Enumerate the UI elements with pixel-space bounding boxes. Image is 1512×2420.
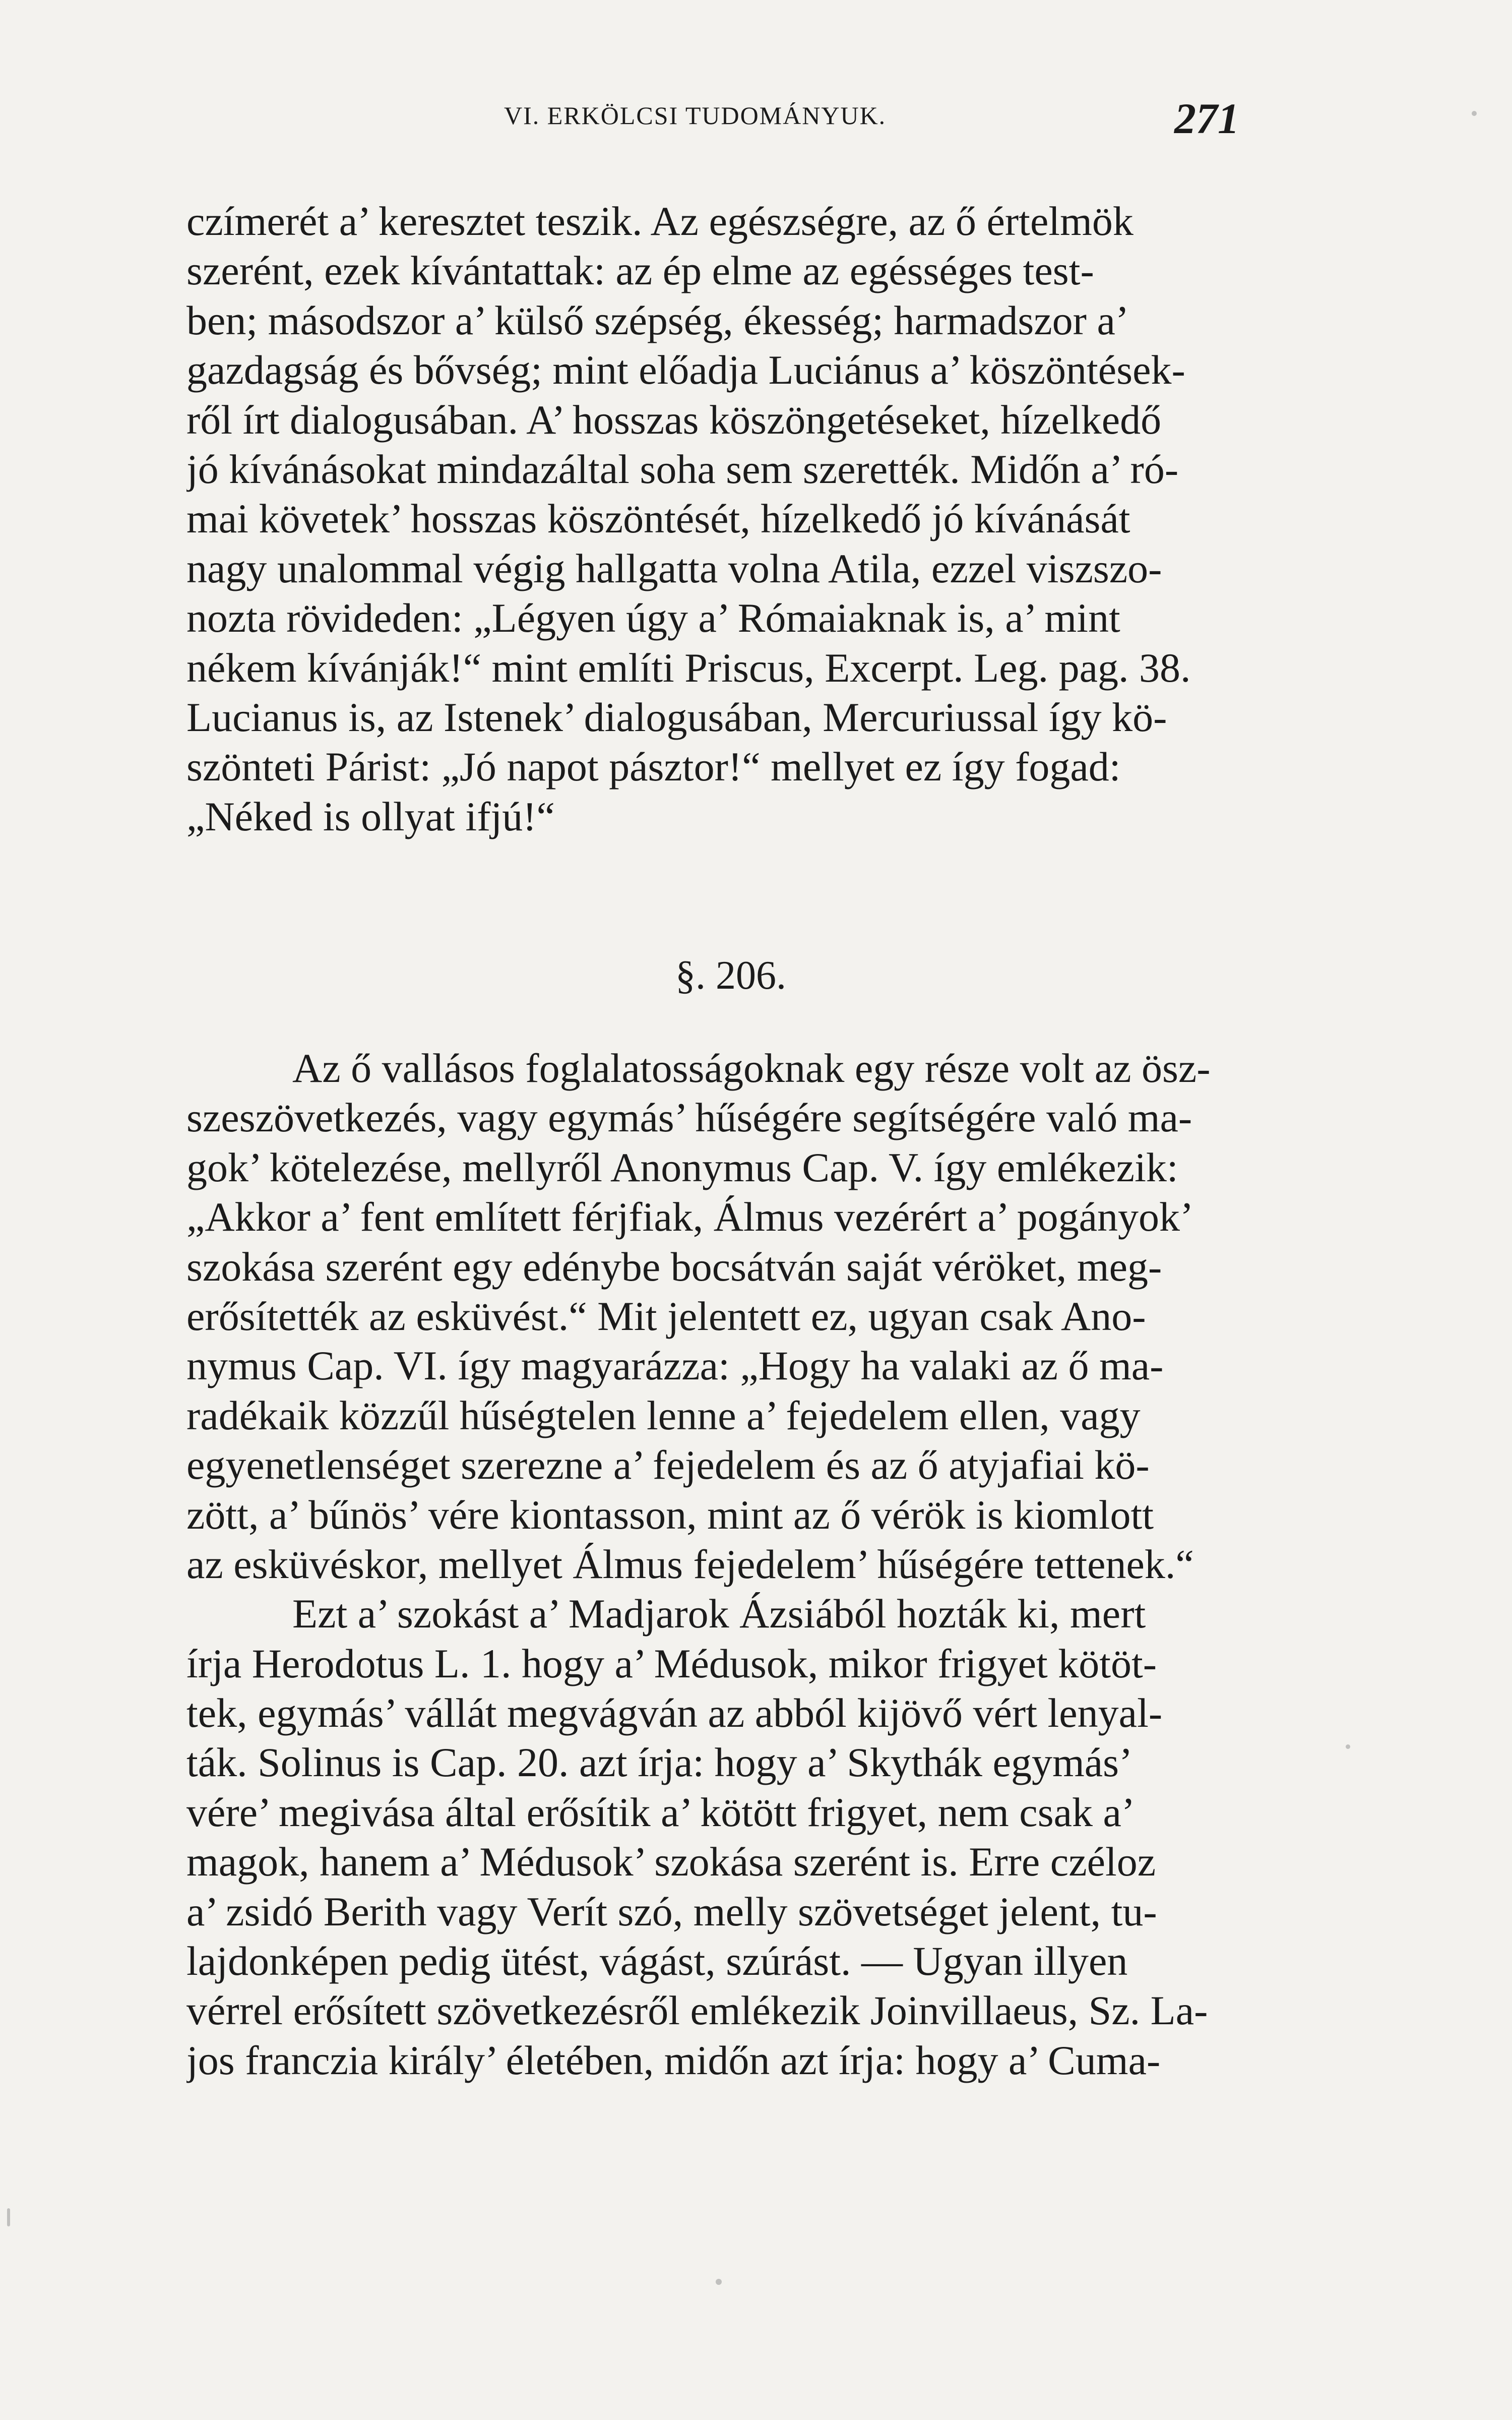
ink-spot xyxy=(716,2279,722,2285)
text-line: „Akkor a’ fent említett férjfiak, Álmus vezérért a’ pogányok’ xyxy=(186,1194,1194,1240)
text-line: mai követek’ hosszas köszöntését, hízelkedő jó kívánását xyxy=(186,496,1130,542)
text-line: gok’ kötelezése, mellyről Anonymus Cap. V. így emlékezik: xyxy=(186,1144,1178,1190)
text-line: ről írt dialogusában. A’ hosszas köszöngetéseket, hízelkedő xyxy=(186,396,1162,443)
text-line: jó kívánásokat mindazáltal soha sem szerették. Midőn a’ ró- xyxy=(186,446,1179,492)
ink-spot xyxy=(7,2208,10,2226)
running-head: VI. ERKÖLCSI TUDOMÁNYUK. xyxy=(504,101,887,130)
text-line: magok, hanem a’ Médusok’ szokása szerént is. Erre czéloz xyxy=(186,1839,1156,1885)
section-number: §. 206. xyxy=(675,953,786,998)
text-line: „Néked is ollyat ifjú!“ xyxy=(186,793,555,839)
text-line: Az ő vallásos foglalatosságoknak egy része volt az ösz- xyxy=(292,1045,1211,1091)
text-line: Ezt a’ szokást a’ Madjarok Ázsiából hozták ki, mert xyxy=(292,1591,1146,1637)
text-line: Lucianus is, az Istenek’ dialogusában, Mercuriussal így kö- xyxy=(186,694,1167,740)
text-line: nymus Cap. VI. így magyarázza: „Hogy ha valaki az ő ma- xyxy=(186,1343,1164,1389)
text-line: nozta rövideden: „Légyen úgy a’ Rómaiaknak is, a’ mint xyxy=(186,595,1120,641)
text-line: egyenetlenséget szerezne a’ fejedelem és az ő atyjafiai kö- xyxy=(186,1442,1150,1488)
text-line: tek, egymás’ vállát megvágván az abból kijövő vért lenyal- xyxy=(186,1690,1163,1736)
text-line: írja Herodotus L. 1. hogy a’ Médusok, mikor frigyet kötöt- xyxy=(186,1640,1157,1686)
text-block-bottom xyxy=(186,1044,1315,2085)
text-line: vérrel erősített szövetkezésről emlékezik Joinvillaeus, Sz. La- xyxy=(186,1987,1208,2034)
text-line: nagy unalommal végig hallgatta volna Atila, ezzel viszszo- xyxy=(186,545,1162,591)
text-block-top xyxy=(186,197,1315,841)
text-line: lajdonképen pedig ütést, vágást, szúrást. — Ugyan illyen xyxy=(186,1938,1128,1984)
page-number: 271 xyxy=(1174,94,1239,143)
text-line: erősítették az esküvést.“ Mit jelentett ez, ugyan csak Ano- xyxy=(186,1293,1146,1339)
text-line: szeszövetkezés, vagy egymás’ hűségére segítségére való ma- xyxy=(186,1095,1192,1141)
text-line: nékem kívánják!“ mint említi Priscus, Excerpt. Leg. pag. 38. xyxy=(186,644,1191,691)
text-line: szokása szerént egy edénybe bocsátván saját véröket, meg- xyxy=(186,1243,1162,1290)
text-line: czímerét a’ keresztet teszik. Az egészségre, az ő értelmök xyxy=(186,198,1133,244)
text-line: a’ zsidó Berith vagy Verít szó, melly szövetséget jelent, tu- xyxy=(186,1888,1157,1934)
text-line: ben; másodszor a’ külső szépség, ékesség; harmadszor a’ xyxy=(186,297,1129,343)
text-line: szerént, ezek kívántattak: az ép elme az egésséges test- xyxy=(186,248,1094,294)
text-line: az esküvéskor, mellyet Álmus fejedelem’ hűségére tettenek.“ xyxy=(186,1541,1194,1587)
text-line: zött, a’ bűnös’ vére kiontasson, mint az ő vérök is kiomlott xyxy=(186,1491,1154,1538)
text-line: vére’ megivása által erősítik a’ kötött frigyet, nem csak a’ xyxy=(186,1789,1136,1835)
ink-spot xyxy=(1472,111,1477,116)
text-line: ták. Solinus is Cap. 20. azt írja: hogy a’ Skythák egymás’ xyxy=(186,1739,1133,1786)
text-line: gazdagság és bővség; mint előadja Luciánus a’ köszöntések- xyxy=(186,347,1185,393)
text-line: radékaik közzűl hűségtelen lenne a’ fejedelem ellen, vagy xyxy=(186,1392,1141,1438)
ink-spot xyxy=(1346,1744,1350,1749)
text-line: jos franczia király’ életében, midőn azt írja: hogy a’ Cuma- xyxy=(186,2037,1161,2083)
text-line: szönteti Párist: „Jó napot pásztor!“ mellyet ez így fogad: xyxy=(186,744,1121,790)
